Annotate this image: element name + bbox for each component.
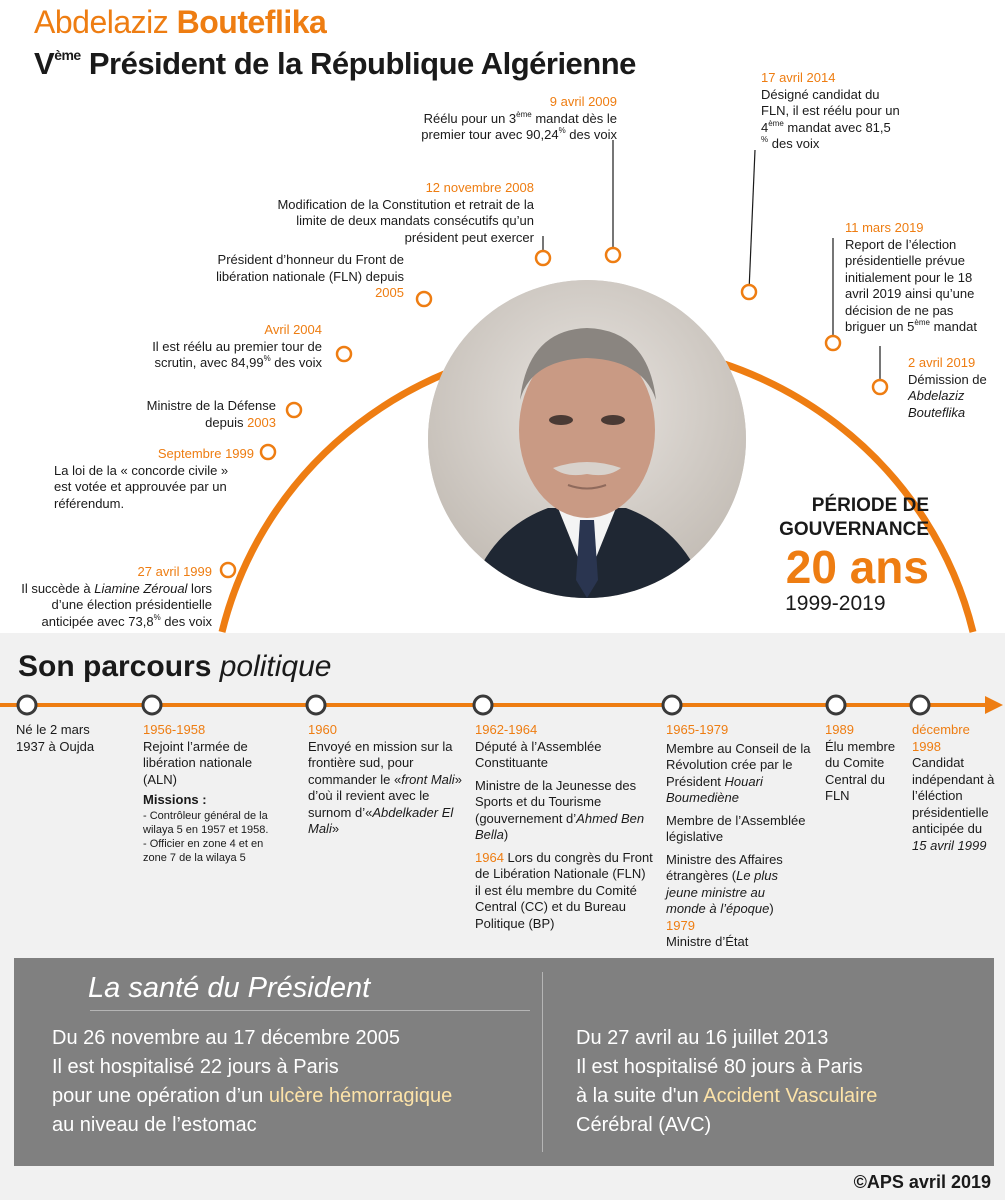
marker-2004 xyxy=(337,347,351,361)
page-subtitle: Vème Président de la République Algérienne xyxy=(34,46,636,81)
timeline-node-1937 xyxy=(18,696,36,714)
timeline-1989: 1989 Élu membre du Comite Central du FLN xyxy=(825,722,896,803)
last-name: Bouteflika xyxy=(176,4,327,40)
timeline-axis xyxy=(0,692,1005,722)
event-2009-reelection: 9 avril 2009 Réélu pour un 3ème mandat dès le premier tour avec 90,24% des voix xyxy=(421,94,617,142)
marker-2005 xyxy=(417,292,431,306)
event-1999-concorde: Septembre 1999 La loi de la « concorde civile » est votée et approuvée par un référendum. xyxy=(54,446,254,511)
first-name: Abdelaziz xyxy=(34,4,169,40)
timeline-1956: 1956-1958 Rejoint l’armée de libération nationale (ALN) Missions : - Contrôleur général de la wilaya 5 en 1957 et 1958. - Officier en zone 4 et en zone 7 de la wilaya 5 xyxy=(143,722,269,864)
health-title: La santé du Président xyxy=(88,972,371,1004)
governance-years: 1999-2019 xyxy=(785,592,886,615)
marker-2019b xyxy=(873,380,887,394)
parcours-title: Son parcours politique xyxy=(18,650,332,683)
marker-2009 xyxy=(606,248,620,262)
governance-duration: 20 ans xyxy=(785,541,929,593)
event-1999-election: 27 avril 1999 Il succède à Liamine Zéroual lors d’une élection présidentielle anticipée avec 73,8% des voix xyxy=(21,564,212,629)
marker-1999 xyxy=(221,563,235,577)
timeline-birth: Né le 2 mars 1937 à Oujda xyxy=(16,722,95,754)
event-2004-reelection: Avril 2004 Il est réélu au premier tour de scrutin, avec 84,99% des voix xyxy=(152,322,322,370)
event-2019-report: 11 mars 2019 Report de l’élection présidentielle prévue initialement pour le 18 avril 2019 ainsi qu’une décision de ne pas briguer un 5ème mandat xyxy=(845,220,977,334)
event-2005-fln: Président d’honneur du Front de libération nationale (FLN) depuis 2005 xyxy=(216,252,404,300)
event-2008-constitution: 12 novembre 2008 Modification de la Constitution et retrait de la limite de deux mandats consécutifs qu’un président peut exercer xyxy=(277,180,534,245)
marker-1999b xyxy=(261,445,275,459)
timeline-node-1998 xyxy=(911,696,929,714)
timeline-node-1960 xyxy=(307,696,325,714)
timeline-1960: 1960 Envoyé en mission sur la frontière sud, pour commander le «front Mali» d’où il revient avec le surnom d’«Abdelkader El Mali» xyxy=(308,722,462,836)
governance-period xyxy=(779,494,929,616)
timeline-1965: 1965-1979 Membre au Conseil de la Révolution crée par le Président Houari Boumediène Membre de l’Assemblée législative Ministre des Affaires étrangères (Le plus jeune ministre au monde à l’époque) 1979 Ministre d’État xyxy=(666,722,811,949)
copyright: ©APS avril 2019 xyxy=(853,1172,991,1192)
marker-2014 xyxy=(742,285,756,299)
health-title-rule xyxy=(90,1010,530,1011)
governance-label-1: PÉRIODE DE xyxy=(811,495,929,516)
health-2005: Du 26 novembre au 17 décembre 2005 Il est hospitalisé 22 jours à Paris pour une opération d’un ulcère hémorragique au niveau de l’estomac xyxy=(52,1027,453,1136)
health-divider xyxy=(542,972,543,1152)
timeline-node-1989 xyxy=(827,696,845,714)
event-2003-defense: Ministre de la Défense depuis 2003 xyxy=(146,398,276,430)
marker-2008 xyxy=(536,251,550,265)
timeline-node-1962 xyxy=(474,696,492,714)
event-2019-resignation: 2 avril 2019 Démission de Abdelaziz Bouteflika xyxy=(908,355,987,420)
timeline-1998: décembre 1998 Candidat indépendant à l’éléction présidentielle anticipée du 15 avril 1999 xyxy=(912,722,995,853)
governance-label-2: GOUVERNANCE xyxy=(779,519,929,540)
health-2013: Du 27 avril au 16 juillet 2013 Il est hospitalisé 80 jours à Paris à la suite d'un Accident Vasculaire Cérébral (AVC) xyxy=(576,1027,878,1136)
health-panel xyxy=(14,958,994,1166)
timeline-node-1965 xyxy=(663,696,681,714)
president-portrait xyxy=(428,280,746,598)
event-2014-reelection: 17 avril 2014 Désigné candidat du FLN, il est réélu pour un 4ème mandat avec 81,5 % des voix xyxy=(761,70,900,151)
marker-2003 xyxy=(287,403,301,417)
timeline-node-1956 xyxy=(143,696,161,714)
marker-2019a xyxy=(826,336,840,350)
timeline-1962: 1962-1964 Député à l’Assemblée Constituante Ministre de la Jeunesse des Sports et du Tourisme (gouvernement d’Ahmed Ben Bella) 1964 Lors du congrès du Front de Libération Nationale (FLN) il est élu membre du Comité Central (CC) et du Bureau Politique (BP) xyxy=(475,722,653,931)
